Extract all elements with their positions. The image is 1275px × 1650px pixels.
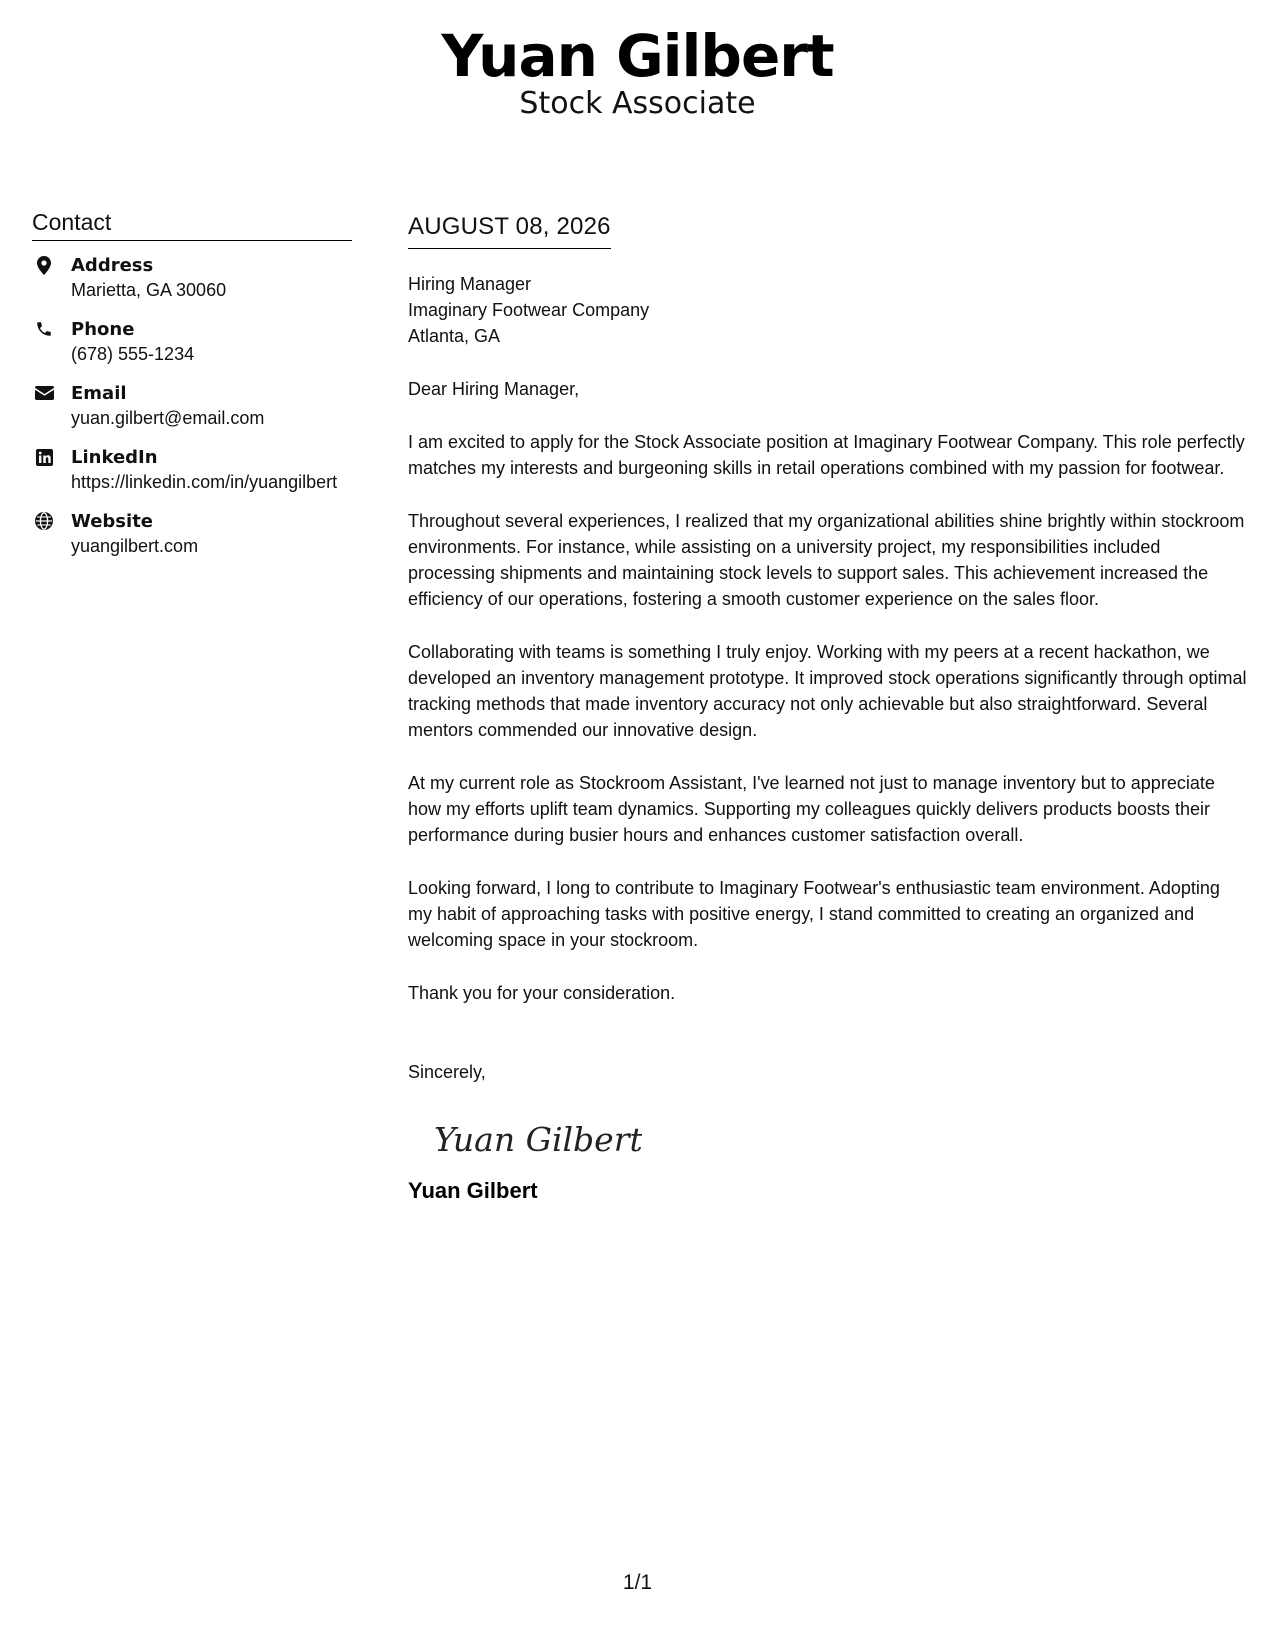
- body-paragraph: Looking forward, I long to contribute to Imaginary Footwear's enthusiastic team environment. Adopting my habit of approaching tasks with positive energy, I stand committed to creating an organized and welcoming space in your stockroom.: [408, 878, 1220, 950]
- contact-value-address: Marietta, GA 30060: [71, 280, 227, 300]
- applicant-name: Yuan Gilbert: [441, 22, 834, 90]
- page-number: 1/1: [622, 1571, 653, 1594]
- body-paragraph: Throughout several experiences, I realized that my organizational abilities shine brightly within stockroom environments. For instance, while assisting on a university project, my responsibilities included processing shipments and maintaining stock levels to support sales. This achievement increased the efficiency of our operations, fostering a smooth customer experience on the sales floor.: [408, 511, 1245, 609]
- body-paragraph: Collaborating with teams is something I truly enjoy. Working with my peers at a recent hackathon, we developed an inventory management prototype. It improved stock operations significantly through optimal tracking methods that made inventory accuracy not only achievable but also straightforward. Several mentors commended our innovative design.: [408, 642, 1247, 740]
- contact-sidebar: [32, 208, 352, 573]
- contact-label-website: Website: [71, 511, 154, 532]
- envelope-icon: [34, 383, 54, 403]
- body-paragraph: Thank you for your consideration.: [408, 983, 676, 1003]
- contact-heading: Contact: [32, 208, 352, 241]
- handwritten-signature: [432, 1115, 1248, 1165]
- closing: Sincerely,: [408, 1062, 486, 1082]
- contact-label-email: Email: [71, 383, 127, 404]
- contact-item-website: [32, 509, 352, 559]
- applicant-role: Stock Associate: [519, 86, 756, 121]
- signature-script: Yuan Gilbert: [434, 1120, 642, 1159]
- recipient-block: [408, 271, 1248, 349]
- contact-item-phone: [32, 317, 352, 367]
- recipient-title: Hiring Manager: [408, 274, 532, 294]
- signed-name: Yuan Gilbert: [408, 1178, 538, 1203]
- map-pin-icon: [34, 255, 54, 275]
- contact-value-website[interactable]: yuangilbert.com: [71, 536, 199, 556]
- contact-list: [32, 253, 352, 559]
- contact-label-phone: Phone: [71, 319, 135, 340]
- contact-item-address: [32, 253, 352, 303]
- body-paragraph: At my current role as Stockroom Assistant, I've learned not just to manage inventory but to appreciate how my efforts uplift team dynamics. Supporting my colleagues quickly delivers products boosts their performance during busier hours and enhances customer satisfaction overall.: [408, 773, 1215, 845]
- contact-value-linkedin[interactable]: https://linkedin.com/in/yuangilbert: [71, 472, 338, 492]
- recipient-company: Imaginary Footwear Company: [408, 300, 650, 320]
- contact-label-address: Address: [71, 255, 154, 276]
- letter-body: [408, 212, 1248, 1205]
- letter-date: AUGUST 08, 2026: [408, 212, 611, 249]
- contact-item-linkedin: [32, 445, 352, 495]
- body-paragraph: I am excited to apply for the Stock Associate position at Imaginary Footwear Company. This role perfectly matches my interests and burgeoning skills in retail operations combined with my passion for footwear.: [408, 432, 1245, 478]
- page-header: [0, 22, 1275, 122]
- contact-item-email: [32, 381, 352, 431]
- recipient-location: Atlanta, GA: [408, 326, 501, 346]
- phone-icon: [34, 319, 54, 339]
- contact-value-email: yuan.gilbert@email.com: [71, 408, 265, 428]
- salutation: Dear Hiring Manager,: [408, 379, 580, 399]
- contact-label-linkedin: LinkedIn: [71, 447, 158, 468]
- contact-value-phone: (678) 555-1234: [71, 344, 195, 364]
- linkedin-icon: [34, 447, 54, 467]
- globe-icon: [34, 511, 54, 531]
